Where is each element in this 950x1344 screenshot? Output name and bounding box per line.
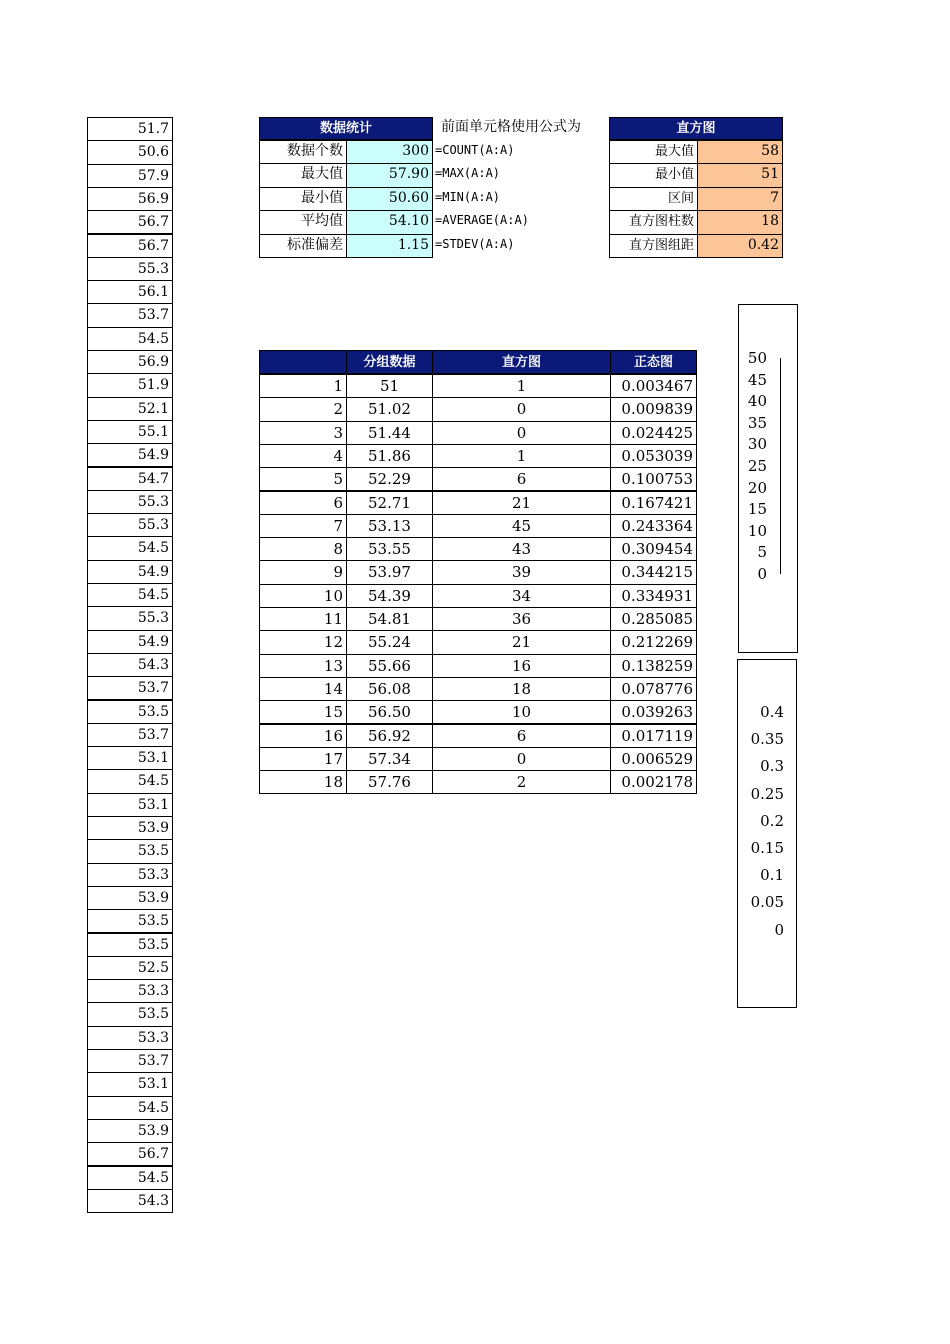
y-tick-label: 0.2 <box>760 811 784 830</box>
column-a-cell: 52.1 <box>87 397 173 421</box>
column-a-cell: 56.7 <box>87 234 173 258</box>
group-table-cell: 6 <box>432 724 611 748</box>
group-table-cell: 54.81 <box>346 607 433 631</box>
stats-value: 50.60 <box>346 187 433 211</box>
group-table-cell: 51.44 <box>346 421 433 445</box>
group-table-cell: 45 <box>432 514 611 538</box>
group-table-cell: 53.97 <box>346 560 433 584</box>
group-table-cell: 2 <box>432 770 611 794</box>
column-a-cell: 51.7 <box>87 117 173 141</box>
column-a-cell: 53.3 <box>87 979 173 1003</box>
y-tick-label: 20 <box>747 478 767 497</box>
group-table-cell: 57.76 <box>346 770 433 794</box>
column-a-cell: 56.9 <box>87 187 173 211</box>
column-a-cell: 54.9 <box>87 630 173 654</box>
group-table-cell: 0 <box>432 397 611 421</box>
group-table-cell: 43 <box>432 537 611 561</box>
column-a-cell: 54.9 <box>87 443 173 467</box>
column-a-cell: 57.9 <box>87 164 173 188</box>
column-a-cell: 55.3 <box>87 490 173 514</box>
column-a-cell: 54.5 <box>87 327 173 351</box>
group-table-cell: 0.334931 <box>610 584 697 608</box>
group-table-cell: 0.002178 <box>610 770 697 794</box>
group-table-cell: 54.39 <box>346 584 433 608</box>
group-table-cell: 0.344215 <box>610 560 697 584</box>
histogram-param-value: 7 <box>697 187 783 211</box>
y-tick-label: 0.1 <box>760 866 784 885</box>
column-a-cell: 53.9 <box>87 886 173 910</box>
group-table-cell: 3 <box>259 421 347 445</box>
y-tick-label: 15 <box>747 500 767 519</box>
column-a-cell: 53.1 <box>87 793 173 817</box>
group-table-cell: 52.29 <box>346 467 433 491</box>
histogram-params-header: 直方图 <box>609 117 783 140</box>
group-table-header: 直方图 <box>432 350 611 374</box>
stats-label: 平均值 <box>259 210 347 234</box>
group-table-cell: 11 <box>259 607 347 631</box>
group-table-cell: 36 <box>432 607 611 631</box>
y-tick-label: 0 <box>774 920 784 939</box>
y-tick-label: 0.3 <box>760 757 784 776</box>
column-a-cell: 55.3 <box>87 513 173 537</box>
column-a-cell: 56.7 <box>87 210 173 234</box>
stats-formula: =MIN(A:A) <box>435 189 501 204</box>
group-table-cell: 0 <box>432 421 611 445</box>
y-tick-label: 0 <box>757 565 767 583</box>
group-table-cell: 2 <box>259 397 347 421</box>
column-a-cell: 53.5 <box>87 700 173 724</box>
column-a-cell: 53.3 <box>87 1026 173 1050</box>
column-a-cell: 52.5 <box>87 956 173 980</box>
group-table-cell: 16 <box>432 654 611 678</box>
column-a-cell: 54.3 <box>87 653 173 677</box>
column-a-cell: 56.7 <box>87 1142 173 1166</box>
y-tick-label: 35 <box>747 413 767 432</box>
group-table-cell: 16 <box>259 724 347 748</box>
y-tick-label: 30 <box>747 435 767 454</box>
column-a-cell: 50.6 <box>87 140 173 164</box>
group-table-cell: 0.285085 <box>610 607 697 631</box>
stats-formula: =MAX(A:A) <box>435 166 501 181</box>
group-table-cell: 0.039263 <box>610 700 697 724</box>
y-tick-label: 45 <box>747 370 767 389</box>
group-table-header: 正态图 <box>610 350 697 374</box>
group-table-cell: 56.50 <box>346 700 433 724</box>
stats-label: 标准偏差 <box>259 234 347 258</box>
y-tick-label: 5 <box>757 543 767 562</box>
group-table-cell: 34 <box>432 584 611 608</box>
histogram-param-label: 区间 <box>609 187 698 211</box>
stats-value: 300 <box>346 140 433 164</box>
group-table-cell: 17 <box>259 747 347 771</box>
group-table-cell: 0.100753 <box>610 467 697 491</box>
group-table-cell: 6 <box>432 467 611 491</box>
y-tick-label: 0.15 <box>750 839 784 857</box>
histogram-param-value: 18 <box>697 210 783 234</box>
group-table-cell: 5 <box>259 467 347 491</box>
stats-formula: =COUNT(A:A) <box>435 143 515 157</box>
histogram-param-label: 最小值 <box>609 163 698 187</box>
column-a-cell: 53.1 <box>87 1072 173 1096</box>
stats-value: 1.15 <box>346 234 433 258</box>
group-table-cell: 18 <box>432 677 611 701</box>
normal-curve-chart[interactable] <box>737 659 797 1008</box>
group-table-cell: 0.212269 <box>610 630 697 654</box>
column-a-cell: 54.3 <box>87 1189 173 1213</box>
group-table-cell: 53.55 <box>346 537 433 561</box>
group-table-cell: 4 <box>259 444 347 468</box>
group-table-cell: 13 <box>259 654 347 678</box>
group-table-cell: 1 <box>432 444 611 468</box>
group-table-cell: 55.66 <box>346 654 433 678</box>
group-table-cell: 12 <box>259 630 347 654</box>
column-a-cell: 53.9 <box>87 1119 173 1143</box>
group-table-cell: 0.009839 <box>610 397 697 421</box>
group-table-cell: 9 <box>259 560 347 584</box>
column-a-cell: 53.7 <box>87 1049 173 1073</box>
group-table-cell: 0.078776 <box>610 677 697 701</box>
column-a-cell: 54.9 <box>87 560 173 584</box>
histogram-param-label: 直方图组距 <box>609 234 698 258</box>
y-tick-label: 0.4 <box>760 703 784 721</box>
stats-formula: =AVERAGE(A:A) <box>435 213 529 228</box>
group-table-cell: 1 <box>259 374 347 398</box>
group-table-cell: 14 <box>259 677 347 701</box>
group-table-cell: 10 <box>259 584 347 608</box>
y-tick-label: 0.25 <box>750 784 784 803</box>
group-table-header: 分组数据 <box>346 350 433 374</box>
group-table-cell: 51.02 <box>346 397 433 421</box>
column-a-cell: 53.5 <box>87 909 173 933</box>
column-a-cell: 54.5 <box>87 1166 173 1190</box>
group-table-cell: 0.243364 <box>610 514 697 538</box>
stats-label: 数据个数 <box>259 140 347 164</box>
group-table-cell: 0.309454 <box>610 537 697 561</box>
histogram-param-value: 58 <box>697 140 783 164</box>
y-tick-label: 40 <box>747 392 767 411</box>
column-a-cell: 56.9 <box>87 350 173 374</box>
group-table-cell: 51.86 <box>346 444 433 468</box>
histogram-param-label: 最大值 <box>609 140 698 164</box>
group-table-cell: 57.34 <box>346 747 433 771</box>
column-a-cell: 53.7 <box>87 723 173 747</box>
group-table-cell: 0.017119 <box>610 724 697 748</box>
group-table-cell: 0.138259 <box>610 654 697 678</box>
stats-label: 最大值 <box>259 163 347 187</box>
stats-label: 最小值 <box>259 187 347 211</box>
group-table-cell: 21 <box>432 491 611 515</box>
column-a-cell: 51.9 <box>87 373 173 397</box>
column-a-cell: 53.5 <box>87 933 173 957</box>
column-a-cell: 55.3 <box>87 257 173 281</box>
y-tick-label: 25 <box>747 457 767 475</box>
column-a-cell: 54.5 <box>87 583 173 607</box>
column-a-cell: 54.5 <box>87 1096 173 1120</box>
histogram-param-value: 51 <box>697 163 783 187</box>
group-table-cell: 0 <box>432 747 611 771</box>
group-table-cell: 0.053039 <box>610 444 697 468</box>
y-tick-label: 0.05 <box>750 893 784 912</box>
column-a-cell: 53.1 <box>87 746 173 770</box>
column-a-cell: 55.1 <box>87 420 173 444</box>
y-tick-label: 0.35 <box>750 730 784 749</box>
stats-header: 数据统计 <box>259 117 433 140</box>
group-table-cell: 53.13 <box>346 514 433 538</box>
group-table-cell: 56.08 <box>346 677 433 701</box>
group-table-cell: 15 <box>259 700 347 724</box>
stats-value: 54.10 <box>346 210 433 234</box>
group-table-cell: 18 <box>259 770 347 794</box>
group-table-cell: 0.167421 <box>610 491 697 515</box>
group-table-cell: 0.024425 <box>610 421 697 445</box>
column-a-cell: 55.3 <box>87 606 173 630</box>
column-a-cell: 53.7 <box>87 676 173 700</box>
histogram-param-value: 0.42 <box>697 234 783 258</box>
group-table-cell: 39 <box>432 560 611 584</box>
column-a-cell: 54.5 <box>87 769 173 793</box>
histogram-chart[interactable] <box>738 304 798 653</box>
column-a-cell: 54.5 <box>87 536 173 560</box>
group-table-cell: 0.006529 <box>610 747 697 771</box>
group-table-cell: 7 <box>259 514 347 538</box>
formula-note: 前面单元格使用公式为 <box>441 119 581 135</box>
group-table-cell: 6 <box>259 491 347 515</box>
column-a-cell: 53.5 <box>87 1002 173 1026</box>
column-a-cell: 53.5 <box>87 839 173 863</box>
group-table-cell: 51 <box>346 374 433 398</box>
group-table-header <box>259 350 347 374</box>
y-axis-line <box>780 358 781 574</box>
group-table-cell: 10 <box>432 700 611 724</box>
y-tick-label: 50 <box>747 349 767 367</box>
group-table-cell: 8 <box>259 537 347 561</box>
group-table-cell: 55.24 <box>346 630 433 654</box>
histogram-param-label: 直方图柱数 <box>609 210 698 234</box>
group-table-cell: 56.92 <box>346 724 433 748</box>
group-table-cell: 21 <box>432 630 611 654</box>
group-table-cell: 1 <box>432 374 611 398</box>
column-a-cell: 56.1 <box>87 280 173 304</box>
column-a-cell: 53.9 <box>87 816 173 840</box>
column-a-cell: 53.3 <box>87 863 173 887</box>
group-table-cell: 52.71 <box>346 491 433 515</box>
group-table-cell: 0.003467 <box>610 374 697 398</box>
stats-formula: =STDEV(A:A) <box>435 236 515 251</box>
column-a-cell: 53.7 <box>87 303 173 327</box>
column-a-cell: 54.7 <box>87 467 173 491</box>
stats-value: 57.90 <box>346 163 433 187</box>
y-tick-label: 10 <box>747 521 767 540</box>
